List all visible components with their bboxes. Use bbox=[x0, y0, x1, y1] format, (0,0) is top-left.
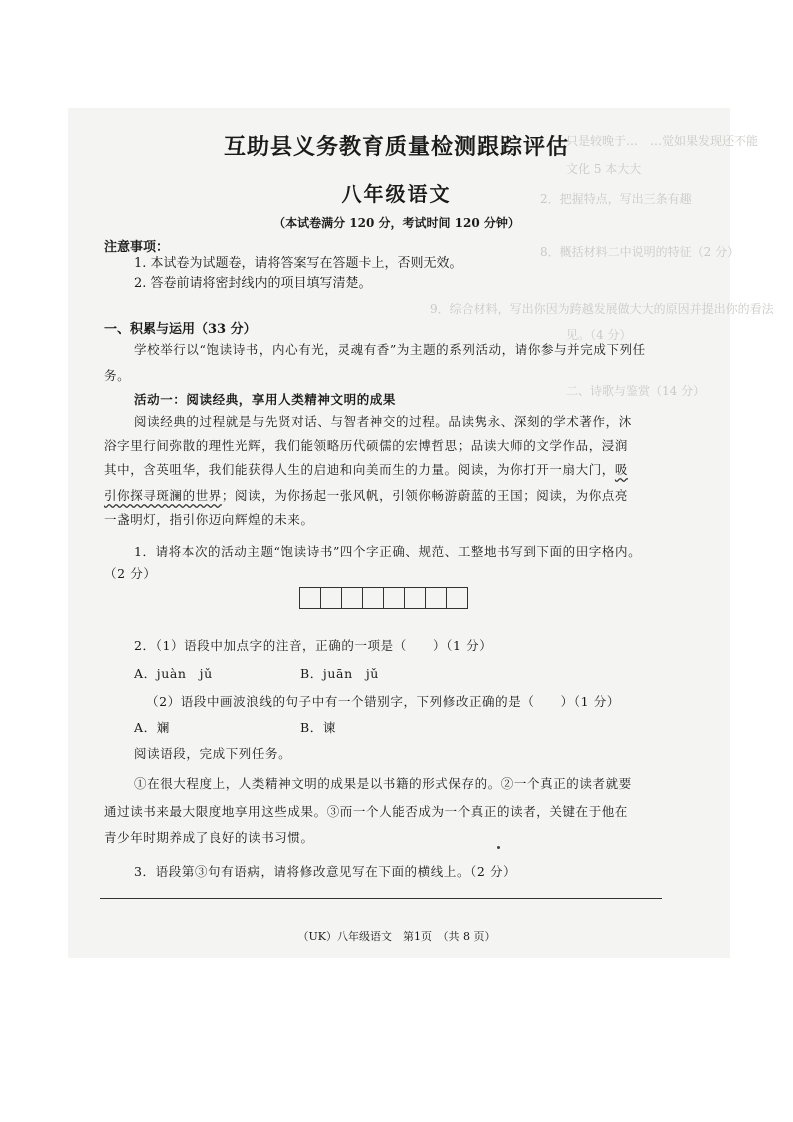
bleed-through-text: 二、诗歌与鉴赏（14 分） bbox=[566, 384, 706, 398]
notice-heading: 注意事项： bbox=[104, 240, 170, 255]
tianzige-cell[interactable] bbox=[320, 587, 342, 609]
passage-line: 通过读书来最大限度地享用这些成果。③而一个人能否成为一个真正的读者，关键在于他在 bbox=[104, 804, 629, 819]
notice-item: 1. 本试卷为试题卷，请将答案写在答题卡上，否则无效。 bbox=[134, 256, 463, 271]
tianzige-cell[interactable] bbox=[341, 587, 363, 609]
passage-line: 青少年时期养成了良好的读书习惯。 bbox=[104, 830, 314, 845]
passage-line: ①在很大程度上，人类精神文明的成果是以书籍的形式保存的。②一个真正的读者就要 bbox=[134, 776, 632, 791]
activity-heading: 活动一：阅读经典，享用人类精神文明的成果 bbox=[134, 392, 397, 407]
subject-title: 八年级语文 bbox=[341, 182, 452, 206]
bleed-through-text: 只是较晚于… …觉如果发现还不能 bbox=[566, 134, 759, 148]
passage-line bbox=[104, 458, 628, 482]
tianzige-cell[interactable] bbox=[404, 587, 426, 609]
tianzige-cell[interactable] bbox=[383, 587, 405, 609]
tianzige-cell[interactable] bbox=[446, 587, 468, 609]
tianzige-cell[interactable] bbox=[425, 587, 447, 609]
option-b: B．juān jǔ bbox=[300, 666, 379, 681]
bleed-through-text: 2．把握特点，写出三条有趣 bbox=[540, 192, 692, 206]
page-footer: （UK）八年级语文 第1页 （共 8 页） bbox=[297, 930, 496, 943]
notice-item: 2. 答卷前请将密封线内的项目填写清楚。 bbox=[134, 276, 372, 291]
exam-meta: （本试卷满分 120 分，考试时间 120 分钟） bbox=[273, 216, 520, 230]
bleed-through-text: 9．综合材料，写出你因为跨越发展做大大的原因并提出你的看法 bbox=[430, 302, 774, 316]
option-a: A．斓 bbox=[134, 720, 170, 735]
bleed-through-text: 8．概括材料二中说明的特征（2 分） bbox=[540, 245, 740, 259]
question-3: 3．语段第③句有语病，请将修改意见写在下面的横线上。（2 分） bbox=[134, 864, 517, 879]
section-intro: 学校举行以“饱读诗书，内心有光，灵魂有香”为主题的系列活动，请你参与并完成下列任 bbox=[134, 342, 646, 357]
question-2-1: 2．（1）语段中加点字的注音，正确的一项是（ ）（1 分） bbox=[134, 638, 493, 653]
passage-line bbox=[104, 484, 628, 508]
wavy-underlined-text: 引你探寻斑澜的世界 bbox=[104, 488, 222, 503]
question-2-2: （2）语段中画波浪线的句子中有一个错别字，下列修改正确的是（ ）（1 分） bbox=[146, 694, 620, 709]
option-b: B．谏 bbox=[300, 720, 336, 735]
bleed-through-text: 文化 5 本大大 bbox=[566, 162, 642, 176]
tianzige-cell[interactable] bbox=[299, 587, 321, 609]
tianzige-cell[interactable] bbox=[362, 587, 384, 609]
passage-text: 其中，含英咀华，我们能获得人生的启迪和向美而生的力量。阅读，为你打开一扇大门， bbox=[104, 462, 615, 477]
tianzige-grid bbox=[300, 587, 468, 609]
stray-mark bbox=[497, 846, 500, 849]
question-1: 1．请将本次的活动主题“饱读诗书”四个字正确、规范、工整地书写到下面的田字格内。 bbox=[134, 544, 642, 559]
passage-line: 一盏明灯，指引你迈向辉煌的未来。 bbox=[104, 512, 314, 527]
passage-line: 浴字里行间弥散的理性光辉，我们能领略历代硕儒的宏博哲思；品读大师的文学作品，浸润 bbox=[104, 438, 629, 453]
question-1-points: （2 分） bbox=[104, 566, 157, 581]
section-heading: 一、积累与运用（33 分） bbox=[104, 322, 257, 337]
option-a: A．juàn jǔ bbox=[134, 666, 213, 681]
section-intro-cont: 务。 bbox=[104, 368, 131, 383]
bleed-through-text: 见。（4 分） bbox=[566, 328, 632, 342]
passage-text: ；阅读，为你扬起一张风帆，引领你畅游蔚蓝的王国；阅读，为你点亮 bbox=[221, 488, 629, 503]
reading-prompt: 阅读语段，完成下列任务。 bbox=[134, 746, 292, 761]
exam-title: 互助县义务教育质量检测跟踪评估 bbox=[223, 134, 569, 160]
answer-line[interactable] bbox=[100, 898, 662, 899]
wavy-underlined-text: 吸 bbox=[614, 462, 629, 477]
passage-line: 阅读经典的过程就是与先贤对话、与智者神交的过程。品读隽永、深刻的学术著作，沐 bbox=[134, 414, 632, 429]
